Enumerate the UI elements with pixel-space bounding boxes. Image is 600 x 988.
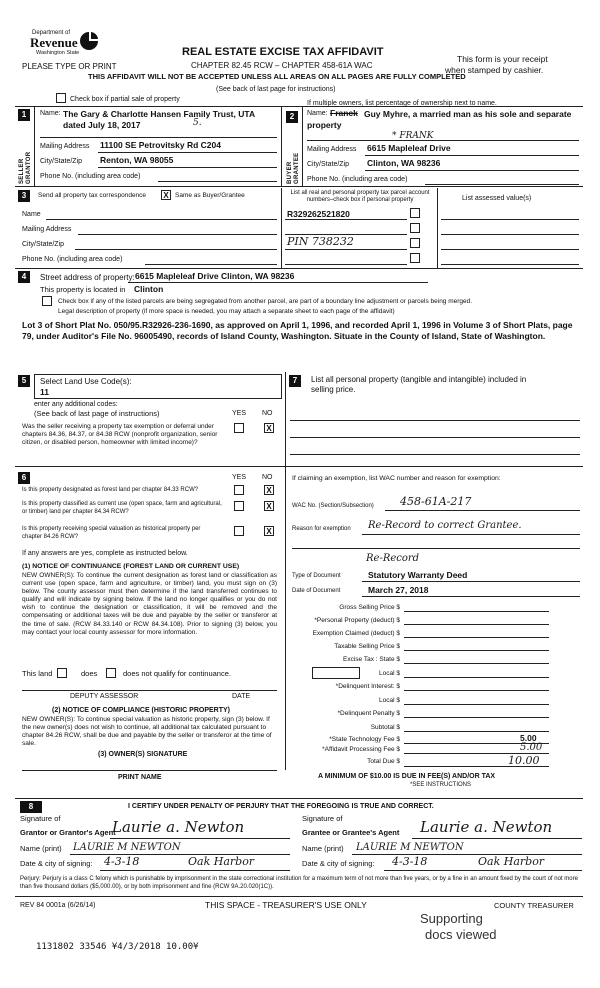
buyer-mail[interactable]: 6615 Mapleleaf Drive — [367, 143, 451, 153]
sec3-name-line — [46, 219, 277, 220]
section-7-number: 7 — [289, 375, 301, 387]
local2-label: Local $ — [379, 697, 400, 704]
sec6-q1-yes-checkbox[interactable] — [234, 485, 244, 495]
parcel-2-checkbox[interactable] — [410, 223, 420, 233]
grantor-date-label: Date & city of signing: — [20, 859, 93, 868]
buyer-mail-line — [365, 155, 579, 156]
reason-label: Reason for exemption — [292, 526, 351, 532]
print-hint: PLEASE TYPE OR PRINT — [22, 62, 117, 71]
sec8-bottom-line — [15, 896, 583, 897]
seller-side-rule — [34, 106, 35, 186]
parcel-line-1 — [285, 219, 407, 220]
taxable-price-line — [404, 650, 549, 651]
parcel-number[interactable]: R329262521820 — [287, 209, 350, 219]
seller-name-label: Name: — [40, 110, 61, 117]
supporting-stamp: Supporting — [420, 911, 483, 926]
same-as-buyer-label: Same as Buyer/Grantee — [175, 192, 245, 199]
grantor-sig-of-label: Signature of — [20, 814, 61, 823]
sec6-question-2: Is this property classified as current use (open space, farm and agricultural, or timber) land per chapter 84.34 RCW? — [22, 501, 222, 515]
sec6-q3-yes-checkbox[interactable] — [234, 526, 244, 536]
assessed-divider — [437, 188, 438, 268]
delinquent-interest-line — [404, 690, 549, 691]
seller-mail-line — [98, 152, 277, 153]
deputy-date-label: DATE — [232, 693, 251, 700]
seller-name-line — [40, 137, 277, 138]
grantee-agent-label: Grantee or Grantee's Agent — [302, 828, 400, 837]
doc-date-label: Date of Document — [292, 588, 341, 594]
sec3-phone-line — [145, 264, 277, 265]
pp-line-3 — [290, 454, 580, 455]
certify-statement: I CERTIFY UNDER PENALTY OF PERJURY THAT THE FOREGOING IS TRUE AND CORRECT. — [128, 803, 434, 810]
buyer-mail-label: Mailing Address — [307, 146, 357, 153]
grantee-name[interactable]: LAURIE M NEWTON — [356, 842, 464, 853]
processing-fee-label: *Affidavit Processing Fee $ — [322, 746, 400, 753]
seller-phone-line — [158, 181, 277, 182]
grantor-date-line — [100, 870, 290, 871]
gross-price-label: Gross Selling Price $ — [339, 604, 400, 611]
owner-sig-line — [22, 770, 277, 771]
buyer-side-rule — [302, 106, 303, 186]
notice1-text: NEW OWNER(S): To continue the current designation as forest land or classification as current use (open space, farm and agriculture, or timber) land, you must sign on (3) below. The county assessor must then determine if the land transferred continues to qualify and will indicate by signing below. If the land no longer qualifies or you do not wish to continue the designation or classification, it will be removed and the compensating or additional taxes will be due and payable by the seller or transferor at the time of sale. (RCW 84.33.140 or RCW 84.34.108). Prior to signing (3) below, you may contact your local county assessor for more information. — [22, 572, 277, 636]
sec12-divider — [281, 106, 282, 186]
delinquent-interest-label: *Delinquent Interest: $ — [335, 683, 400, 690]
notice2-text: NEW OWNER(S): To continue special valuation as historic property, sign (3) below. If the new owner(s) does not wish to continue, all additional tax calculated pursuant to chapter 84.26 RCW, shall be due and payable by the seller or transferor at the time of sale. — [22, 716, 272, 748]
grantee-sig-of-label: Signature of — [302, 814, 343, 823]
wac-line — [385, 510, 580, 511]
docs-viewed-stamp: docs viewed — [425, 927, 497, 942]
sec3-mail-line — [78, 234, 277, 235]
sec3-bottom-line — [15, 268, 583, 269]
grantor-agent-label: Grantor or Grantor's Agent — [20, 828, 116, 837]
multiple-owners-note: If multiple owners, list percentage of ownership next to name. — [307, 100, 497, 107]
grantee-city[interactable]: Oak Harbor — [478, 855, 545, 868]
total-due-label: Total Due $ — [367, 758, 400, 765]
doc-type[interactable]: Statutory Warranty Deed — [368, 570, 468, 580]
notice2-title: (2) NOTICE OF COMPLIANCE (HISTORIC PROPERTY) — [52, 707, 230, 714]
parcel-header: List all real and personal property tax parcel account numbers–check box if personal property — [290, 190, 430, 203]
total-due-value[interactable]: 10.00 — [508, 754, 540, 767]
doc-type-label: Type of Document — [292, 573, 341, 579]
segregated-label: Check box if any of the listed parcels are being segregated from another parcel, are part of a boundary line adjustment or parcels being merged. — [58, 298, 473, 305]
land-use-code[interactable]: 11 — [40, 387, 49, 397]
local-tax-line — [404, 677, 549, 678]
wac-label: WAC No. (Section/Subsection) — [292, 503, 374, 509]
sec6-q2-no-checkbox[interactable]: X — [264, 501, 274, 511]
sec5-question-1: Was the seller receiving a property tax exemption or deferral under chapters 84.36, 84.37, or 84.38 RCW (nonprofit organization, senior citizen, or disabled person, homeowner with limited income)? — [22, 423, 218, 446]
sec6-yes-header: YES — [232, 474, 247, 481]
land-use-label: Select Land Use Code(s): — [40, 377, 132, 386]
assessed-line-4 — [441, 264, 579, 265]
seller-mail-label: Mailing Address — [40, 143, 90, 150]
buyer-city[interactable]: Clinton, WA 98236 — [367, 158, 441, 168]
parcel-3-checkbox[interactable] — [410, 238, 420, 248]
doc-date[interactable]: March 27, 2018 — [368, 585, 429, 595]
notice1-title: (1) NOTICE OF CONTINUANCE (FOREST LAND OR CURRENT USE) — [22, 563, 240, 570]
receipt-note-2: when stamped by cashier. — [445, 65, 544, 75]
exemption-deduct-label: Exemption Claimed (deduct) $ — [312, 630, 400, 637]
form-revision: REV 84 0001a (6/26/14) — [20, 902, 96, 909]
sec5-q1-yes-checkbox[interactable] — [234, 423, 244, 433]
sec5-yes-header: YES — [232, 410, 247, 417]
grantee-date-label: Date & city of signing: — [302, 859, 375, 868]
delinquent-penalty-label: *Delinquent Penalty $ — [337, 710, 400, 717]
form-title: REAL ESTATE EXCISE TAX AFFIDAVIT — [182, 46, 384, 58]
dept-line-1: Department of — [32, 30, 71, 36]
treasurer-use-label: THIS SPACE - TREASURER'S USE ONLY — [205, 900, 367, 910]
excise-state-line — [404, 663, 549, 664]
seller-mail[interactable]: 11100 SE Petrovitsky Rd C204 — [100, 140, 221, 150]
reason-line-2 — [292, 548, 580, 549]
revenue-logo — [30, 30, 100, 60]
grantee-name-label: Name (print) — [302, 844, 344, 853]
sec5-q1-no-checkbox[interactable]: X — [264, 423, 274, 433]
pp-line-2 — [290, 437, 580, 438]
section-8-number: 8 — [20, 801, 42, 813]
partial-sale-checkbox[interactable] — [56, 93, 66, 103]
doc-type-line — [362, 581, 580, 582]
buyer-phone-label: Phone No. (including area code) — [307, 176, 408, 183]
form-warning: THIS AFFIDAVIT WILL NOT BE ACCEPTED UNLESS ALL AREAS ON ALL PAGES ARE FULLY COMPLETED — [88, 72, 466, 81]
sec6-q2-yes-checkbox[interactable] — [234, 501, 244, 511]
county-treasurer-label: COUNTY TREASURER — [494, 901, 574, 910]
partial-sale-label: Check box if partial sale of property — [70, 96, 180, 103]
sec12-bottom-line — [15, 186, 583, 187]
excise-state-label: Excise Tax : State $ — [343, 656, 400, 663]
buyer-city-label: City/State/Zip — [307, 161, 350, 168]
assessed-header: List assessed value(s) — [462, 195, 532, 202]
exempt-label: If claiming an exemption, list WAC number and reason for exemption: — [292, 475, 501, 482]
gross-price-line — [404, 611, 549, 612]
delinquent-penalty-line — [404, 717, 549, 718]
sec6-question-3: Is this property receiving special valuation as historical property per chapter 84.26 RCW? — [22, 526, 201, 540]
section-5-number: 5 — [18, 375, 30, 387]
tech-fee-value[interactable]: 5.00 — [520, 733, 537, 743]
parcel-line-3 — [285, 249, 407, 250]
sec3-mail-label: Mailing Address — [22, 226, 72, 233]
located-label: This property is located in — [40, 285, 126, 294]
exemption-deduct-line — [404, 637, 549, 638]
street-line — [128, 282, 428, 283]
grantor-date[interactable]: 4-3-18 — [104, 855, 140, 868]
sec6-if-yes: If any answers are yes, complete as instructed below. — [22, 550, 188, 557]
this-land-label: This land — [22, 669, 53, 678]
buyer-name-line — [307, 140, 579, 141]
buyer-city-line — [365, 170, 579, 171]
buyer-name-label: Name: — [307, 110, 328, 117]
sec6-no-header: NO — [262, 474, 273, 481]
buyer-name-struck: Franck — [330, 108, 358, 118]
dept-line-2: Revenue — [30, 35, 78, 50]
segregated-checkbox[interactable] — [42, 296, 52, 306]
assessed-line-1 — [441, 219, 579, 220]
exemption-reason[interactable]: Re-Record to correct Grantee. — [368, 520, 522, 531]
owner-signature-title: (3) OWNER(S) SIGNATURE — [98, 751, 188, 758]
grantor-name[interactable]: LAURIE M NEWTON — [73, 842, 181, 853]
see-instructions: *SEE INSTRUCTIONS — [410, 782, 472, 788]
buyer-name-edit: * FRANK — [392, 131, 434, 141]
street-address[interactable]: 6615 Mapleleaf Drive Clinton, WA 98236 — [135, 271, 295, 281]
sec3-city-label: City/State/Zip — [22, 241, 65, 248]
street-label: Street address of property: — [40, 273, 135, 282]
tech-fee-label: *State Technology Fee $ — [329, 736, 400, 743]
section-4-number: 4 — [18, 271, 30, 283]
personal-deduct-label: *Personal Property (deduct) $ — [314, 617, 400, 624]
grantee-signature[interactable]: Laurie a. Newton — [420, 818, 553, 836]
local-tax-label: Local $ — [379, 670, 400, 677]
revenue-logo-icon — [78, 30, 100, 52]
buyer-side-label: BUYER GRANTEE — [287, 152, 300, 184]
land-use-box — [34, 374, 282, 399]
receipt-stamp: 1131802 33546 ¥4/3/2018 10.00¥ — [36, 942, 199, 952]
deputy-sig-line — [22, 690, 277, 691]
legal-description[interactable]: Lot 3 of Short Plat No. 050/95.R32926-236-1690, as approved on April 1, 1996, and recorded April 1, 1996 in Volume 3 of Short Plats, page 79, under Auditor's File No. 96005490, records of Island County, Washington. Situate in the County of Island, State of Washington. — [22, 320, 573, 341]
land-does-checkbox[interactable] — [57, 668, 67, 678]
sec3-city-line — [75, 249, 277, 250]
parcel-4-checkbox[interactable] — [410, 253, 420, 263]
seller-phone-label: Phone No. (including area code) — [40, 173, 141, 180]
grantor-name-line — [70, 854, 290, 855]
sec7-mid-line — [285, 466, 583, 467]
sec3-name-label: Name — [22, 211, 41, 218]
pp-line-1 — [290, 420, 580, 421]
sec7-divider — [285, 372, 286, 770]
subtotal-label: Subtotal $ — [370, 724, 400, 731]
seller-city-label: City/State/Zip — [40, 158, 83, 165]
dept-line-3: Washington State — [36, 50, 80, 56]
buyer-name[interactable]: Guy Myhre, a married man as his sole and separate property — [307, 109, 572, 130]
doc-date-line — [362, 596, 580, 597]
seller-side-label: SELLER GRANTOR — [19, 151, 32, 184]
local2-line — [404, 704, 549, 705]
same-as-buyer-checkbox[interactable]: X — [161, 190, 171, 200]
subtotal-line — [404, 731, 549, 732]
legal-label: Legal description of property (if more space is needed, you may attach a separate sheet to each page of the affidavit) — [58, 308, 395, 315]
land-does-not-label: does not qualify for continuance. — [123, 669, 231, 678]
parcel-line-4 — [285, 264, 407, 265]
seller-name-mark: 5. — [193, 118, 202, 128]
send-correspondence-label: Send all property tax correspondence — [38, 192, 147, 199]
deputy-assessor-label: DEPUTY ASSESSOR — [70, 693, 139, 700]
form-chapters: CHAPTER 82.45 RCW – CHAPTER 458-61A WAC — [191, 61, 373, 70]
located-city[interactable]: Clinton — [134, 284, 164, 294]
land-does-label: does — [81, 669, 98, 678]
seller-city-line — [98, 167, 277, 168]
taxable-price-label: Taxable Selling Price $ — [334, 643, 400, 650]
land-does-not-checkbox[interactable] — [106, 668, 116, 678]
section-3-number: 3 — [18, 190, 30, 202]
total-due-line — [404, 766, 549, 767]
sec3-divider — [281, 188, 282, 268]
rerecord-note: Re-Record — [366, 553, 420, 564]
grantor-signature[interactable]: Laurie a. Newton — [112, 818, 245, 836]
assessed-line-3 — [441, 249, 579, 250]
minimum-due-note: A MINIMUM OF $10.00 IS DUE IN FEE(S) AND/OR TAX — [318, 773, 496, 780]
perjury-note: Perjury: Perjury is a class C felony which is punishable by imprisonment in the state correctional institution for a maximum term of not more than five years, or by a fine in an amount fixed by the court of not more than five thousand dollars ($5,000.00), or by both imprisonment and fine (RCW 9A.20.020(1C)). — [20, 876, 578, 890]
grantee-sig-line — [412, 838, 582, 839]
buyer-phone-line — [425, 184, 579, 185]
sec6-q1-no-checkbox[interactable]: X — [264, 485, 274, 495]
personal-deduct-line — [404, 624, 549, 625]
grantee-name-line — [352, 854, 582, 855]
parcel-1-checkbox[interactable] — [410, 208, 420, 218]
personal-property-label: List all personal property (tangible and intangible) included in selling price. — [311, 375, 527, 394]
section-2-number: 2 — [286, 111, 298, 123]
print-name-label: PRINT NAME — [118, 774, 162, 781]
section-6-number: 6 — [18, 472, 30, 484]
grantor-city[interactable]: Oak Harbor — [188, 855, 255, 868]
seller-name[interactable]: The Gary & Charlotte Hansen Family Trust, UTA dated July 18, 2017 — [63, 109, 255, 130]
receipt-note-1: This form is your receipt — [457, 54, 548, 64]
pin-number[interactable]: PIN 738232 — [287, 235, 354, 248]
sec5-no-header: NO — [262, 410, 273, 417]
sec12-top-line — [15, 106, 583, 107]
wac-number[interactable]: 458-61A-217 — [400, 495, 472, 508]
grantee-date-line — [384, 870, 582, 871]
additional-codes-label: enter any additional codes: — [34, 401, 118, 408]
processing-fee-value[interactable]: 5.00 — [520, 742, 543, 753]
sec6-q3-no-checkbox[interactable]: X — [264, 526, 274, 536]
sec6-question-1: Is this property designated as forest land per chapter 84.33 RCW? — [22, 487, 199, 493]
back-note: (See back of last page for instructions) — [216, 86, 336, 93]
reason-line-1 — [362, 534, 580, 535]
seller-city[interactable]: Renton, WA 98055 — [100, 155, 174, 165]
see-back-label: (See back of last page of instructions) — [34, 409, 160, 418]
sec5-bottom-line — [15, 466, 285, 467]
assessed-line-2 — [441, 234, 579, 235]
sec8-top-line — [15, 798, 583, 799]
sec3-phone-label: Phone No. (including area code) — [22, 256, 123, 263]
grantee-date[interactable]: 4-3-18 — [392, 855, 428, 868]
grantor-sig-line — [110, 838, 290, 839]
grantor-name-label: Name (print) — [20, 844, 62, 853]
section-1-number: 1 — [18, 109, 30, 121]
